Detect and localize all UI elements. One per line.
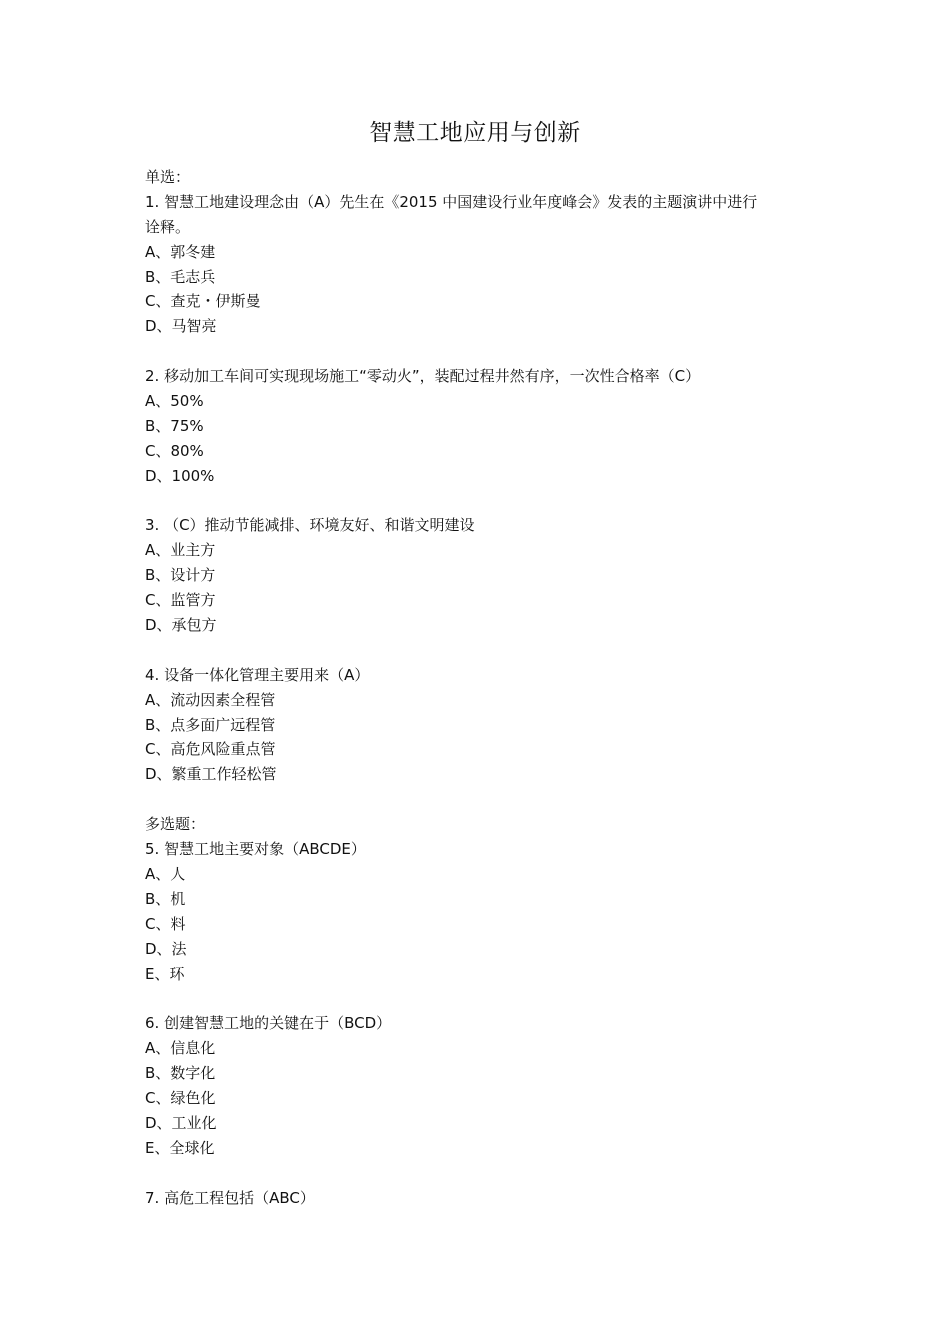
option-a: A、人 [145, 864, 186, 883]
option-b: B、毛志兵 [145, 267, 216, 286]
question-text: 4. 设备一体化管理主要用来（A） [145, 665, 370, 684]
option-b: B、点多面广远程管 [145, 715, 276, 734]
spacer [145, 339, 815, 364]
option-a: A、信息化 [145, 1039, 216, 1058]
question-1 [145, 190, 815, 339]
option-d: D、马智亮 [145, 317, 217, 336]
section-label-single-choice: 单选： [145, 168, 191, 186]
option-a: A、50% [145, 392, 204, 411]
option-c: C、料 [145, 914, 186, 933]
question-5 [145, 837, 815, 986]
option-a: A、流动因素全程管 [145, 690, 276, 709]
document-body [145, 165, 815, 1210]
option-c: C、绿色化 [145, 1088, 216, 1107]
option-b: B、机 [145, 889, 186, 908]
option-b: B、设计方 [145, 566, 216, 585]
option-e: E、全球化 [145, 1138, 215, 1157]
option-d: D、法 [145, 939, 187, 958]
question-text-continued: 诠释。 [145, 217, 191, 236]
question-7 [145, 1186, 815, 1211]
spacer [145, 787, 815, 812]
option-d: D、承包方 [145, 616, 217, 635]
option-a: A、业主方 [145, 541, 216, 560]
question-4 [145, 663, 815, 787]
question-text: 5. 智慧工地主要对象（ABCDE） [145, 840, 366, 859]
option-c: C、80% [145, 441, 204, 460]
option-c: C、监管方 [145, 591, 216, 610]
section-label-multiple-choice: 多选题： [145, 815, 206, 834]
option-d: D、工业化 [145, 1113, 217, 1132]
question-6 [145, 1011, 815, 1160]
option-d: D、繁重工作轻松管 [145, 765, 277, 784]
document-title: 智慧工地应用与创新 [369, 120, 581, 146]
spacer [145, 638, 815, 663]
spacer [145, 489, 815, 514]
question-2 [145, 364, 815, 488]
option-c: C、查克・伊斯曼 [145, 292, 261, 311]
option-b: B、75% [145, 416, 204, 435]
question-text: 1. 智慧工地建设理念由（A）先生在《2015 中国建设行业年度峰会》发表的主题演讲中进行 [145, 192, 758, 211]
option-e: E、环 [145, 964, 185, 983]
question-text: 3. （C）推动节能减排、环境友好、和谐文明建设 [145, 516, 475, 535]
question-text: 7. 高危工程包括（ABC） [145, 1188, 315, 1207]
spacer [145, 1161, 815, 1186]
option-b: B、数字化 [145, 1064, 216, 1083]
option-c: C、高危风险重点管 [145, 740, 276, 759]
question-text: 2. 移动加工车间可实现现场施工“零动火”，装配过程井然有序，一次性合格率（C） [145, 367, 701, 386]
option-d: D、100% [145, 466, 215, 485]
spacer [145, 986, 815, 1011]
question-3 [145, 513, 815, 637]
option-a: A、郭冬建 [145, 242, 216, 261]
question-text: 6. 创建智慧工地的关键在于（BCD） [145, 1014, 392, 1033]
